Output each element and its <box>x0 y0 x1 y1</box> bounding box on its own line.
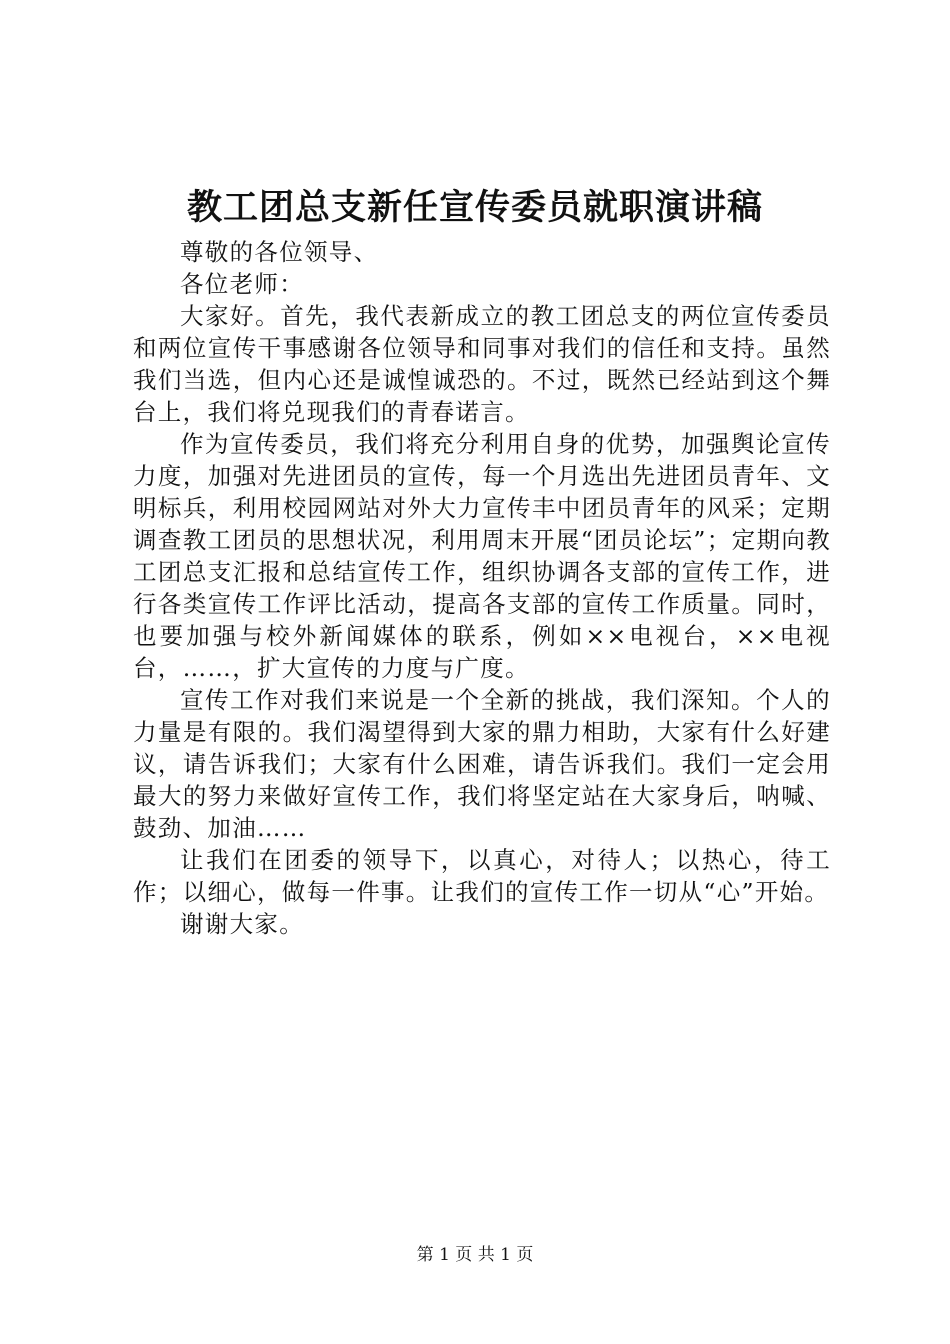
salutation-line: 各位老师： <box>180 270 304 298</box>
body-paragraph: 作为宣传委员，我们将充分利用自身的优势，加强舆论宣传力度，加强对先进团员的宣传，每一个月选出先进团员青年、文明标兵，利用校园网站对外大力宣传丰中团员青年的风采；定期调查教工团员的思想状况，利用周末开展“团员论坛”；定期向教工团总支汇报和总结宣传工作，组织协调各支部的宣传工作，进行各类宣传工作评比活动，提高各支部的宣传工作质量。同时，也要加强与校外新闻媒体的联系，例如××电视台，××电视台，……，扩大宣传的力度与广度。 <box>133 430 831 682</box>
closing-line: 谢谢大家。 <box>180 910 304 938</box>
body-paragraph: 让我们在团委的领导下，以真心，对待人；以热心，待工作；以细心，做每一件事。让我们的宣传工作一切从“心”开始。 <box>133 846 831 906</box>
document-body <box>133 236 831 940</box>
salutation-line: 尊敬的各位领导、 <box>180 238 379 266</box>
document-title: 教工团总支新任宣传委员就职演讲稿 <box>186 187 763 228</box>
body-paragraph: 大家好。首先，我代表新成立的教工团总支的两位宣传委员和两位宣传干事感谢各位领导和同事对我们的信任和支持。虽然我们当选，但内心还是诚惶诚恐的。不过，既然已经站到这个舞台上，我们将兑现我们的青春诺言。 <box>133 302 831 426</box>
page-footer: 第 1 页 共 1 页 <box>416 1245 534 1265</box>
body-paragraph: 宣传工作对我们来说是一个全新的挑战，我们深知。个人的力量是有限的。我们渴望得到大家的鼎力相助，大家有什么好建议，请告诉我们；大家有什么困难，请告诉我们。我们一定会用最大的努力来做好宣传工作，我们将坚定站在大家身后，呐喊、鼓劲、加油…… <box>133 686 831 842</box>
